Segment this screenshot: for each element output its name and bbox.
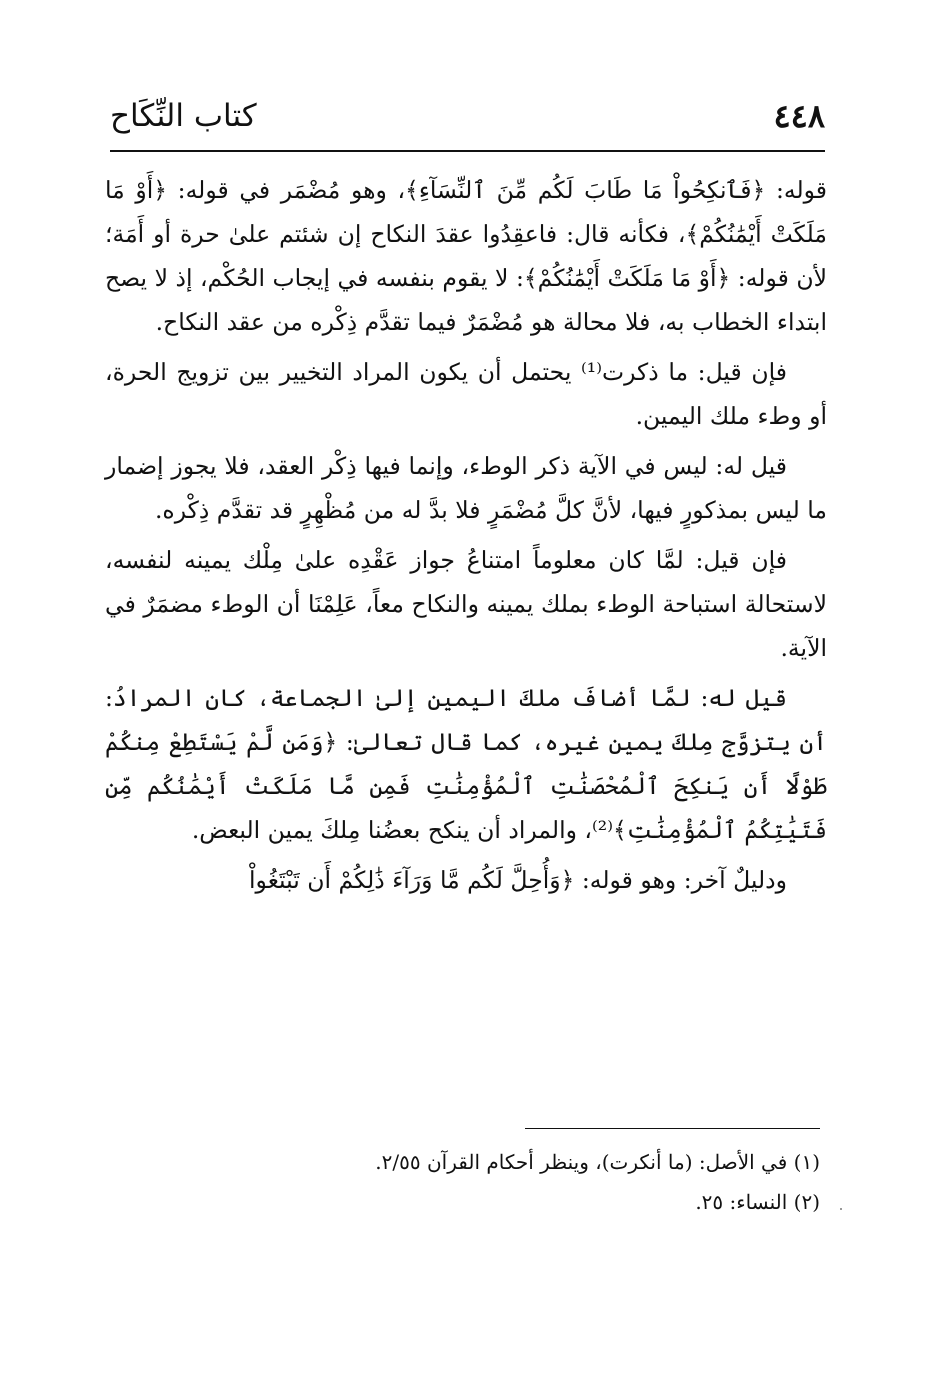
header-rule xyxy=(110,150,825,152)
paragraph-1: قوله: ﴿فَٱنكِحُواْ مَا طَابَ لَكُم مِّنَ ٱلنِّسَآءِ﴾، وهو مُضْمَر في قوله: ﴿أَوْ مَا مَلَكَتْ أَيْمَٰنُكُمْ﴾، فكأنه قال: فاعقِدُوا عقدَ النكاح إن شئتم علىٰ حرة أو أَمَة؛ لأن قوله: ﴿أَوْ مَا مَلَكَتْ أَيْمَٰنُكُمْ﴾: لا يقوم بنفسه في إيجاب الحُكْم، إذ لا يصح ابتداء الخطاب به، فلا محالة هو مُضْمَرٌ فيما تقدَّم ذِكْره من عقد النكاح. xyxy=(105,176,827,336)
page-number: ٤٤٨ xyxy=(773,97,825,135)
page-header xyxy=(110,88,825,148)
paragraph-4: فإن قيل: لمَّا كان معلوماً امتناعُ جواز عَقْدِه علىٰ مِلْك يمينه لنفسه، لاستحالة استباحة الوطء بملك يمينه والنكاح معاً، عَلِمْنَا أن الوطء مضمَرٌ في الآية. xyxy=(105,546,827,662)
body-text xyxy=(105,168,827,908)
paragraph-5: قيل له: لمَّا أضافَ ملكَ اليمين إلىٰ الجماعة، كان المرادُ: أن يتزوَّج مِلكَ يمين غيره، كما قال تعالىٰ: ﴿وَمَن لَّمْ يَسْتَطِعْ مِنكُمْ طَوْلًا أَن يَنكِحَ ٱلْمُحْصَنَٰتِ ٱلْمُؤْمِنَٰتِ فَمِن مَّا مَلَكَتْ أَيْمَٰنُكُم مِّن فَتَيَٰتِكُمُ ٱلْمُؤْمِنَٰتِ﴾⁽²⁾، والمراد أن ينكح بعضُنا مِلكَ يمين البعض. xyxy=(105,684,827,844)
footnotes xyxy=(140,1142,820,1222)
footnote-1: (١) في الأصل: (ما أنكرت)، وينظر أحكام القرآن ٢/٥٥. xyxy=(375,1150,820,1174)
paragraph-6: ودليلٌ آخر: وهو قوله: ﴿وَأُحِلَّ لَكُم مَّا وَرَآءَ ذَٰلِكُمْ أَن تَبْتَغُواْ xyxy=(249,866,787,894)
paragraph-3: قيل له: ليس في الآية ذكر الوطء، وإنما فيها ذِكْر العقد، فلا يجوز إضمار ما ليس بمذكورٍ فيها، لأنَّ كلَّ مُضْمَرٍ فلا بدَّ له من مُظْهِرٍ قد تقدَّم ذِكْره. xyxy=(105,452,827,524)
footnote-rule xyxy=(525,1128,820,1129)
scan-speck xyxy=(840,1208,842,1210)
book-title: كتاب النِّكَاح xyxy=(110,98,257,134)
footnote-2: (٢) النساء: ٢٥. xyxy=(695,1190,820,1214)
paragraph-2: فإن قيل: ما ذكرت⁽¹⁾ يحتمل أن يكون المراد التخيير بين تزويج الحرة، أو وطء ملك اليمين. xyxy=(105,358,827,430)
